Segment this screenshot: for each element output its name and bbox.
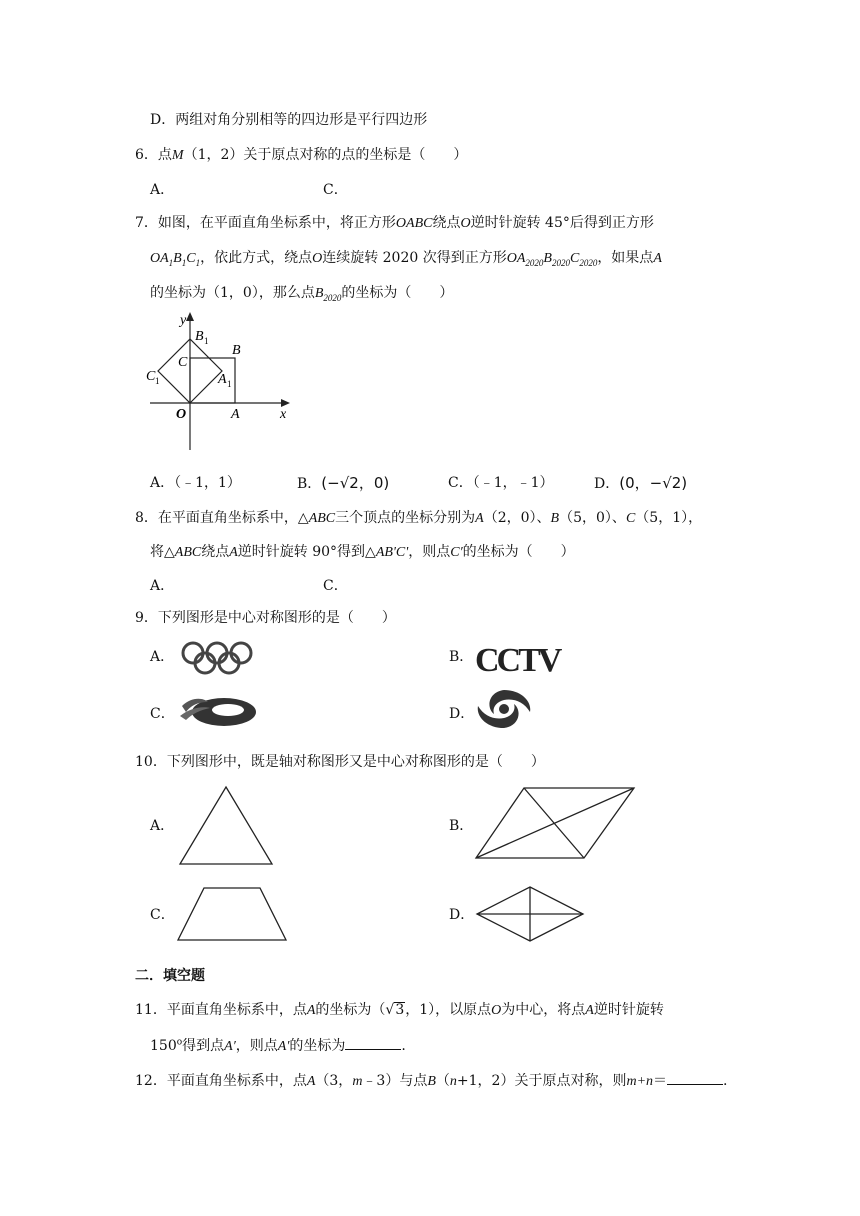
- q10-trapezoid-figure: [176, 884, 291, 944]
- fig-label-c: C: [178, 355, 188, 370]
- q9-option-d: D．: [449, 706, 475, 722]
- q11-answer-blank[interactable]: [345, 1035, 401, 1050]
- q9-option-a: A．: [150, 649, 175, 665]
- olympic-rings-icon: [180, 638, 255, 678]
- q5-option-d: D．两组对角分别相等的四边形是平行四边形: [150, 112, 428, 128]
- swirl-disc-logo-icon: [178, 690, 260, 732]
- q9-option-c: C．: [150, 706, 175, 722]
- fig-label-a: A: [231, 407, 240, 422]
- q10-parallelogram-figure: [474, 784, 639, 864]
- question-6: 6．点M（1，2）关于原点对称的点的坐标是（ ）: [135, 147, 468, 163]
- q10-option-b: B．: [449, 818, 474, 834]
- fig-label-b: B: [232, 343, 241, 358]
- question-10: 10．下列图形中，既是轴对称图形又是中心对称图形的是（ ）: [135, 754, 545, 770]
- q10-rhombus-figure: [474, 884, 586, 944]
- q8-option-c: C．: [323, 578, 348, 594]
- q6-option-a: A．: [150, 182, 175, 198]
- q10-option-a: A．: [150, 818, 175, 834]
- fig-label-o: O: [176, 407, 187, 422]
- q10-option-c: C．: [150, 907, 175, 923]
- question-9: 9．下列图形是中心对称图形的是（ ）: [135, 610, 396, 626]
- cctv-logo-icon: [475, 640, 565, 676]
- q7-option-a: A．（﹣1，1）: [150, 475, 241, 491]
- question-11-line2: 150$^o$得到点A′，则点A′的坐标为 .: [150, 1035, 406, 1057]
- q7-option-d: D．(0，−√2): [594, 474, 688, 492]
- fig-label-a1: A: [218, 372, 227, 387]
- q10-triangle-figure: [176, 784, 276, 868]
- question-8-line2: 将△ABC绕点A逆时针旋转 90°得到△AB'C'，则点C′的坐标为（ ）: [150, 544, 575, 560]
- q7-option-c: C．（﹣1，﹣1）: [448, 475, 554, 491]
- fig-label-c1: C: [146, 369, 156, 384]
- question-12: 12．平面直角坐标系中，点A（3，m﹣3）与点B（n+1，2）关于原点对称，则m+n＝ .: [135, 1070, 727, 1092]
- question-11-line1: 11．平面直角坐标系中，点A的坐标为（√3，1），以原点O为中心，将点A逆时针旋转: [135, 1002, 664, 1018]
- question-8-line1: 8．在平面直角坐标系中，△ABC三个顶点的坐标分别为A（2，0）、B（5，0）、C（5，1），: [135, 510, 703, 526]
- q12-answer-blank[interactable]: [667, 1070, 723, 1085]
- fig-label-y: y: [180, 313, 187, 328]
- svg-text:1: 1: [204, 336, 209, 346]
- fig-label-b1: B: [195, 329, 204, 344]
- q7-coordinate-figure: [140, 308, 300, 453]
- svg-text:1: 1: [155, 376, 160, 386]
- question-7-line1: 7．如图，在平面直角坐标系中，将正方形OABC绕点O逆时针旋转 45°后得到正方形: [135, 215, 654, 231]
- q8-option-a: A．: [150, 578, 175, 594]
- question-7-line3: 的坐标为（1，0），那么点$B_{2020}$的坐标为（ ）: [150, 285, 454, 303]
- svg-text:CCTV: CCTV: [475, 642, 560, 676]
- q10-option-d: D．: [449, 907, 475, 923]
- question-7-line2: $OA_1B_1C_1$，依此方式，绕点O连续旋转 2020 次得到正方形$OA_{2020}B_{2020}C_{2020}$，如果点A: [150, 250, 662, 268]
- svg-text:1: 1: [227, 379, 232, 389]
- section-heading-fill-in: 二．填空题: [135, 968, 205, 984]
- fig-label-x: x: [280, 407, 287, 422]
- q7-option-b: B．(−√2，0): [297, 474, 390, 492]
- spiral-logo-icon: [474, 686, 534, 732]
- q9-option-b: B．: [449, 649, 474, 665]
- q6-option-c: C．: [323, 182, 348, 198]
